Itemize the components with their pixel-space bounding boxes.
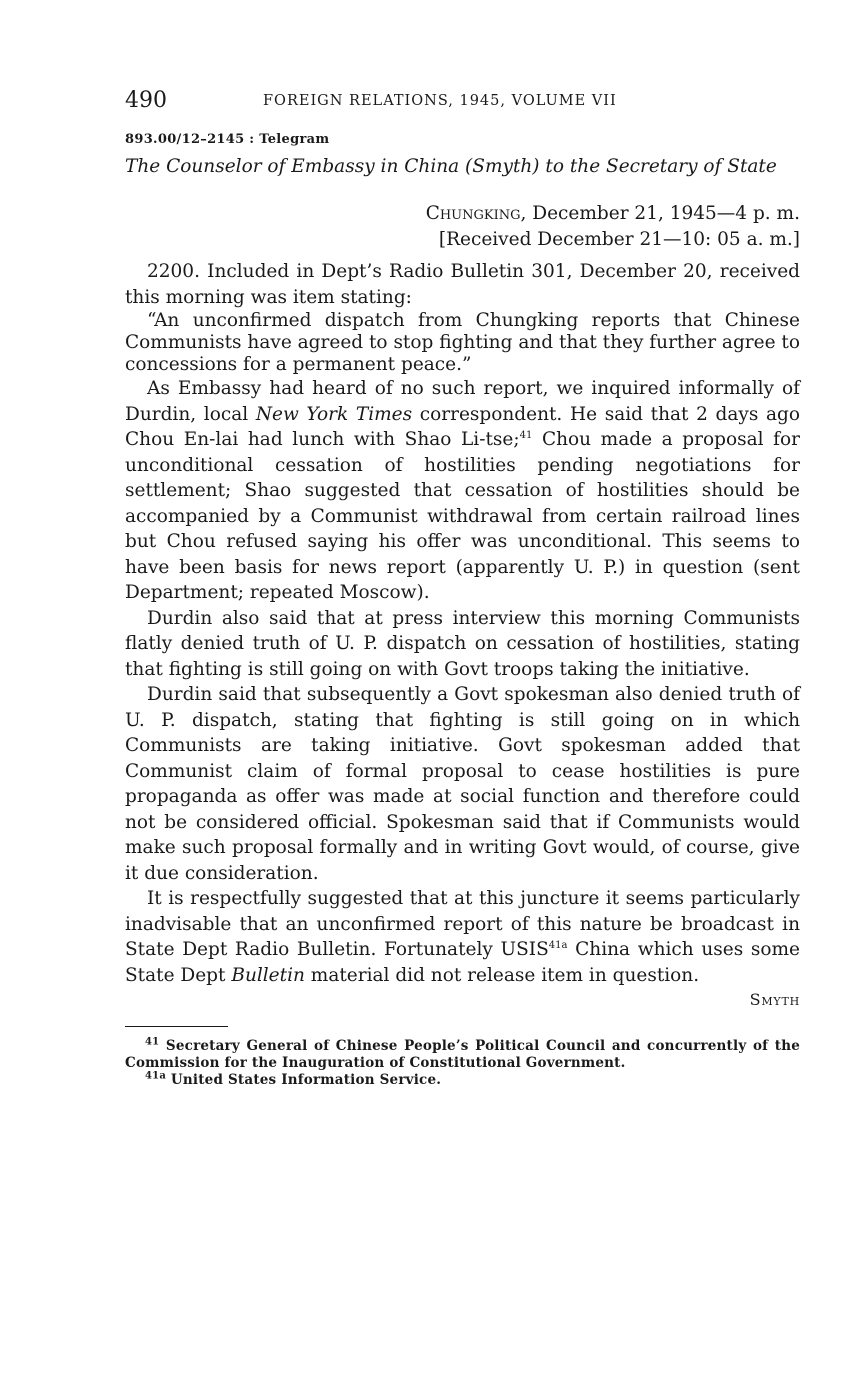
dateline [125,201,800,253]
paragraph-4: Durdin said that subsequently a Govt spokesman also denied truth of U. P. dispatch, stating that fighting is still going on in which Communists are taking initiative. Govt spokesman added that Communist claim of formal proposal to cease hostilities is pure propaganda as offer was made at social function and therefore could not be considered official. Spokesman said that if Communists would make such proposal formally and in writing Govt would, of course, give it due consideration. [125,684,800,884]
footnote-41a: $^{41a}$ United States Information Service. [145,1070,442,1088]
footnote-ref-41: 41 [519,429,533,441]
newspaper-name: New York Times [255,403,413,425]
page-header [125,86,800,116]
bulletin-name: Bulletin [231,964,305,986]
paragraph-5: It is respectfully suggested that at this juncture it seems particularly inadvisable that an unconfirmed report of this nature be broadcast in State Dept Radio Bulletin. Fortunately $USIS^{41a}$ China which uses some State Dept Bulletin material did not release item in question. [125,888,800,986]
quoted-dispatch: “An unconfirmed dispatch from Chungking reports that Chinese Communists have agreed to stop fighting and that they further agree to concessions for a permanent peace.” [125,310,800,375]
document-title: The Counselor of Embassy in China (Smyth) to the Secretary of State [125,156,777,177]
signature: Smyth [749,990,800,1009]
dateline-date: , December 21, 1945—4 p. m. [520,203,800,224]
file-reference: 893.00/12–2145 : Telegram [125,132,330,147]
document-page [125,86,800,1089]
paragraph-2: As Embassy had heard of no such report, we inquired informally of Durdin, local New York Times correspondent. He said that 2 days ago Chou En-lai had lunch with Shao Li-tse;$^{41}$ Chou made a proposal for unconditional cessation of hostilities pending negotiations for settlement; Shao suggested that cessation of hostilities should be accompanied by a Communist withdrawal from certain railroad lines but Chou refused saying his offer was unconditional. This seems to have been basis for news report (apparently U. P.) in question (sent Department; repeated Moscow). [125,378,800,603]
dateline-place: Chungking [425,203,521,224]
page-number: 490 [125,88,167,113]
telegram-body [125,259,800,988]
paragraph-1: 2200. Included in Dept’s Radio Bulletin 301, December 20, received this morning was item stating: [125,261,800,308]
paragraph-3: Durdin also said that at press interview this morning Communists flatly denied truth of U. P. dispatch on cessation of hostilities, stating that fighting is still going on with Govt troops taking the initiative. [125,607,800,680]
footnote-41: $^{41}$ Secretary General of Chinese People’s Political Council and concurrently of the Commission for the Inauguration of Constitutional Government. [125,1036,800,1071]
received-line: [Received December 21—10: 05 a. m.] [438,229,800,250]
running-head: FOREIGN RELATIONS, 1945, VOLUME VII [263,93,617,109]
footnote-divider [125,1026,228,1027]
footnote-ref-41a: 41a [548,939,568,951]
footnotes [125,1038,800,1089]
